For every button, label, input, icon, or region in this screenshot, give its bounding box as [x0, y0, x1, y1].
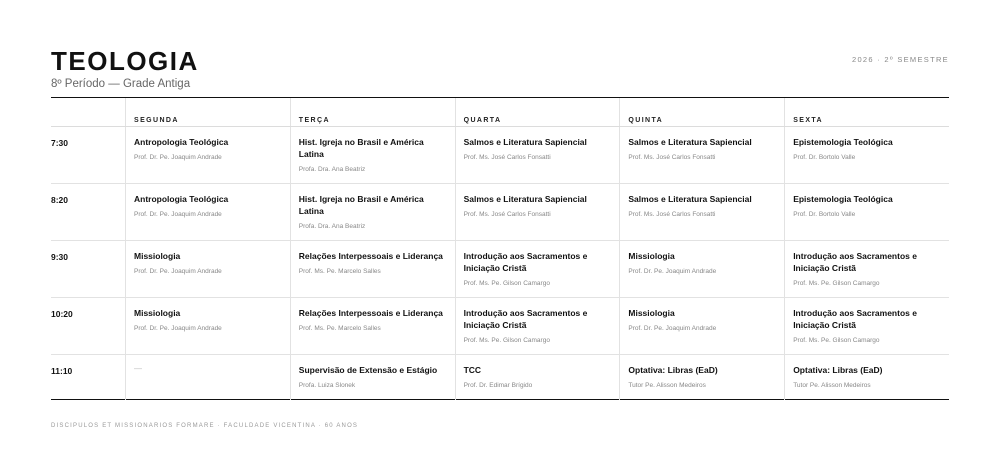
professor-name: Prof. Dr. Edimar Brígido [463, 382, 533, 389]
course-name: Introdução aos Sacramentos e Iniciação Cristã [463, 308, 588, 330]
course-name: TCC [463, 365, 482, 375]
page-footer: DISCIPULOS ET MISSIONARIOS FORMARE · FACULDADE VICENTINA · 60 ANOS [51, 423, 359, 429]
day-header-row [51, 98, 949, 127]
class-cell [290, 298, 455, 354]
class-cell [290, 184, 455, 240]
class-cell [125, 127, 290, 183]
class-cell [619, 298, 784, 354]
page-title: TEOLOGIA [51, 46, 199, 76]
course-name: Salmos e Literatura Sapiencial [463, 194, 587, 204]
professor-name: Tutor Pe. Alisson Medeiros [793, 382, 871, 389]
time-label: 10:20 [51, 309, 73, 319]
professor-name: Prof. Ms. Pe. Gilson Camargo [463, 337, 550, 344]
class-cell [784, 127, 949, 183]
class-cell [125, 184, 290, 240]
professor-name: Prof. Ms. José Carlos Fonsatti [628, 211, 716, 218]
class-cell [455, 241, 620, 297]
course-name: Missiologia [628, 308, 675, 318]
class-cell [455, 355, 620, 400]
day-header-terca [290, 98, 455, 126]
day-header-sexta [784, 98, 949, 126]
day-name: QUINTA [628, 117, 664, 124]
course-name: Introdução aos Sacramentos e Iniciação Cristã [793, 251, 917, 273]
professor-name: Prof. Dr. Pe. Joaquim Andrade [134, 154, 222, 161]
course-name: Missiologia [134, 308, 181, 318]
time-label: 8:20 [51, 195, 69, 205]
class-cell [784, 241, 949, 297]
course-name: Missiologia [628, 251, 675, 261]
professor-name: Prof. Ms. Pe. Gilson Camargo [463, 280, 550, 287]
course-name: Salmos e Literatura Sapiencial [628, 137, 752, 147]
class-cell [125, 241, 290, 297]
course-name: Missiologia [134, 251, 181, 261]
class-cell [125, 298, 290, 354]
time-label: 7:30 [51, 138, 69, 148]
class-cell [784, 298, 949, 354]
class-cell [619, 355, 784, 400]
course-name: Hist. Igreja no Brasil e América Latina [298, 137, 424, 159]
professor-name: Profa. Dra. Ana Beatriz [298, 223, 366, 230]
professor-name: Prof. Dr. Pe. Joaquim Andrade [134, 268, 222, 275]
professor-name: Prof. Ms. Pe. Marcelo Salles [298, 268, 381, 275]
empty-slot: — [134, 364, 142, 373]
time-slot-row [51, 127, 949, 184]
course-name: Relações Interpessoais e Liderança [298, 251, 443, 261]
class-cell [784, 355, 949, 400]
course-name: Antropologia Teológica [134, 137, 229, 147]
professor-name: Prof. Dr. Pe. Joaquim Andrade [628, 268, 717, 275]
page-subtitle: 8º Período — Grade Antiga [51, 78, 191, 90]
time-label: 11:10 [51, 366, 73, 376]
course-name: Epistemologia Teológica [793, 137, 893, 147]
time-slot-row [51, 184, 949, 241]
professor-name: Prof. Dr. Pe. Joaquim Andrade [134, 211, 222, 218]
day-header-quarta [455, 98, 620, 126]
time-header-cell [51, 98, 125, 126]
professor-name: Prof. Ms. Pe. Gilson Camargo [793, 337, 880, 344]
page-header [51, 46, 949, 96]
class-cell [455, 298, 620, 354]
class-cell [290, 355, 455, 400]
professor-name: Prof. Dr. Bortolo Valle [793, 211, 856, 218]
professor-name: Profa. Dra. Ana Beatriz [298, 166, 366, 173]
class-cell [125, 355, 290, 400]
time-slot-row [51, 298, 949, 355]
professor-name: Prof. Ms. Pe. Marcelo Salles [298, 325, 381, 332]
course-name: Introdução aos Sacramentos e Iniciação Cristã [463, 251, 588, 273]
professor-name: Prof. Dr. Pe. Joaquim Andrade [134, 325, 222, 332]
day-header-quinta [619, 98, 784, 126]
course-name: Epistemologia Teológica [793, 194, 893, 204]
day-header-segunda [125, 98, 290, 126]
day-name: SEGUNDA [134, 117, 179, 124]
professor-name: Profa. Luiza Slonek [298, 382, 356, 389]
course-name: Introdução aos Sacramentos e Iniciação Cristã [793, 308, 917, 330]
time-slot-row [51, 241, 949, 298]
course-name: Salmos e Literatura Sapiencial [628, 194, 752, 204]
time-slot-row [51, 355, 949, 400]
professor-name: Prof. Ms. José Carlos Fonsatti [628, 154, 716, 161]
day-name: TERÇA [298, 117, 330, 124]
professor-name: Prof. Ms. José Carlos Fonsatti [463, 211, 551, 218]
class-cell [455, 127, 620, 183]
schedule-grid [51, 97, 949, 400]
course-name: Optativa: Libras (EaD) [628, 365, 718, 375]
time-label: 9:30 [51, 252, 69, 262]
class-cell [455, 184, 620, 240]
day-name: QUARTA [463, 117, 502, 124]
professor-name: Prof. Dr. Bortolo Valle [793, 154, 856, 161]
day-name: SEXTA [793, 117, 824, 124]
course-name: Supervisão de Extensão e Estágio [298, 365, 438, 375]
class-cell [290, 127, 455, 183]
class-cell [290, 241, 455, 297]
professor-name: Tutor Pe. Alisson Medeiros [628, 382, 706, 389]
semester-label: 2026 · 2º SEMESTRE [851, 55, 949, 64]
professor-name: Prof. Dr. Pe. Joaquim Andrade [628, 325, 717, 332]
professor-name: Prof. Ms. José Carlos Fonsatti [463, 154, 551, 161]
course-name: Optativa: Libras (EaD) [793, 365, 883, 375]
class-cell [784, 184, 949, 240]
course-name: Antropologia Teológica [134, 194, 229, 204]
course-name: Relações Interpessoais e Liderança [298, 308, 443, 318]
professor-name: Prof. Ms. Pe. Gilson Camargo [793, 280, 880, 287]
class-cell [619, 184, 784, 240]
course-name: Salmos e Literatura Sapiencial [463, 137, 587, 147]
class-cell [619, 241, 784, 297]
class-cell [619, 127, 784, 183]
course-name: Hist. Igreja no Brasil e América Latina [298, 194, 424, 216]
